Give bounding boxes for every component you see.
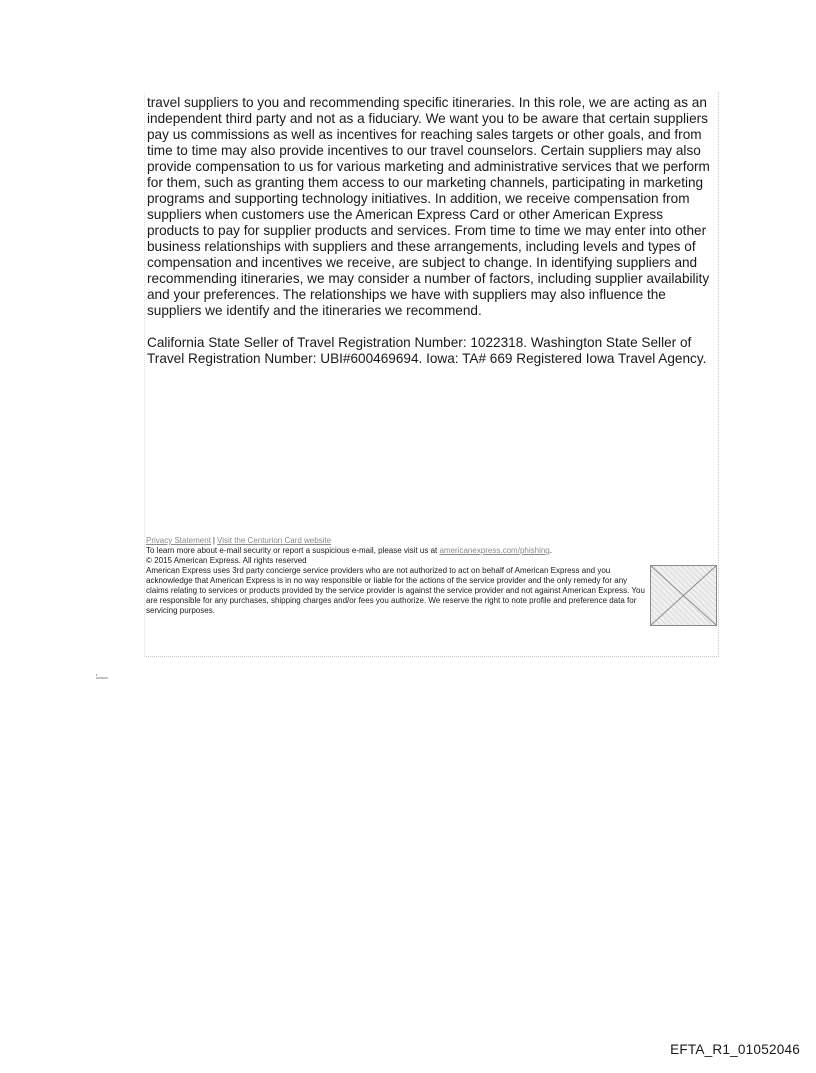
image-placeholder-cross: [651, 566, 716, 625]
stray-mark-icon: [96, 674, 108, 679]
supplier-disclosure-paragraph: travel suppliers to you and recommending specific itineraries. In this role, we are acting as an independent third party and not as a fiduciary. We want you to be aware that certain suppliers pay us commissions as well as incentives for reaching sales targets or other goals, and from time to time may also provide incentives to our travel counselors. Certain suppliers may also provide compensation to us for various marketing and administrative services that we perform for them, such as granting them access to our marketing channels, participating in marketing programs and supporting technology initiatives. In addition, we receive compensation from suppliers when customers use the American Express Card or other American Express products to pay for supplier products and services. From time to time we may enter into other business relationships with suppliers and these arrangements, including levels and types of compensation and incentives we receive, are subject to change. In identifying suppliers and recommending itineraries, we may consider a number of factors, including supplier availability and your preferences. The relationships we have with suppliers may also influence the suppliers we identify and the itineraries we recommend.: [147, 95, 710, 318]
security-text: To learn more about e-mail security or report a suspicious e-mail, please visit us at: [146, 546, 440, 555]
centurion-card-link[interactable]: Visit the Centurion Card website: [217, 536, 332, 545]
copyright-text: © 2015 American Express. All rights reserved: [146, 556, 307, 565]
disclaimer-text: American Express uses 3rd party concierge service providers who are not authorized to act on behalf of American Express and you acknowledge that American Express is in no way responsible or liable for the actions of the service provider and the only remedy for any claims relating to services or products provided by the service provider is against the service provider and not against American Express. You are responsible for any purchases, shipping charges and/or fees you authorize. We reserve the right to note profile and preference data for servicing purposes.: [146, 566, 645, 615]
phishing-link[interactable]: americanexpress.com/phishing: [439, 546, 550, 555]
registration-paragraph: California State Seller of Travel Registration Number: 1022318. Washington State Seller of Travel Registration Number: UBI#600469694. Iowa: TA# 669 Registered Iowa Travel Agency.: [147, 335, 707, 366]
footer-links: [146, 536, 718, 546]
email-body: [147, 95, 717, 367]
broken-image-icon: [650, 565, 717, 626]
link-separator: |: [212, 536, 215, 545]
email-footer: [146, 536, 718, 616]
security-period: .: [549, 546, 552, 555]
privacy-statement-link[interactable]: Privacy Statement: [146, 536, 211, 545]
security-notice: [146, 546, 718, 556]
bates-number: EFTA_R1_01052046: [670, 1042, 800, 1057]
